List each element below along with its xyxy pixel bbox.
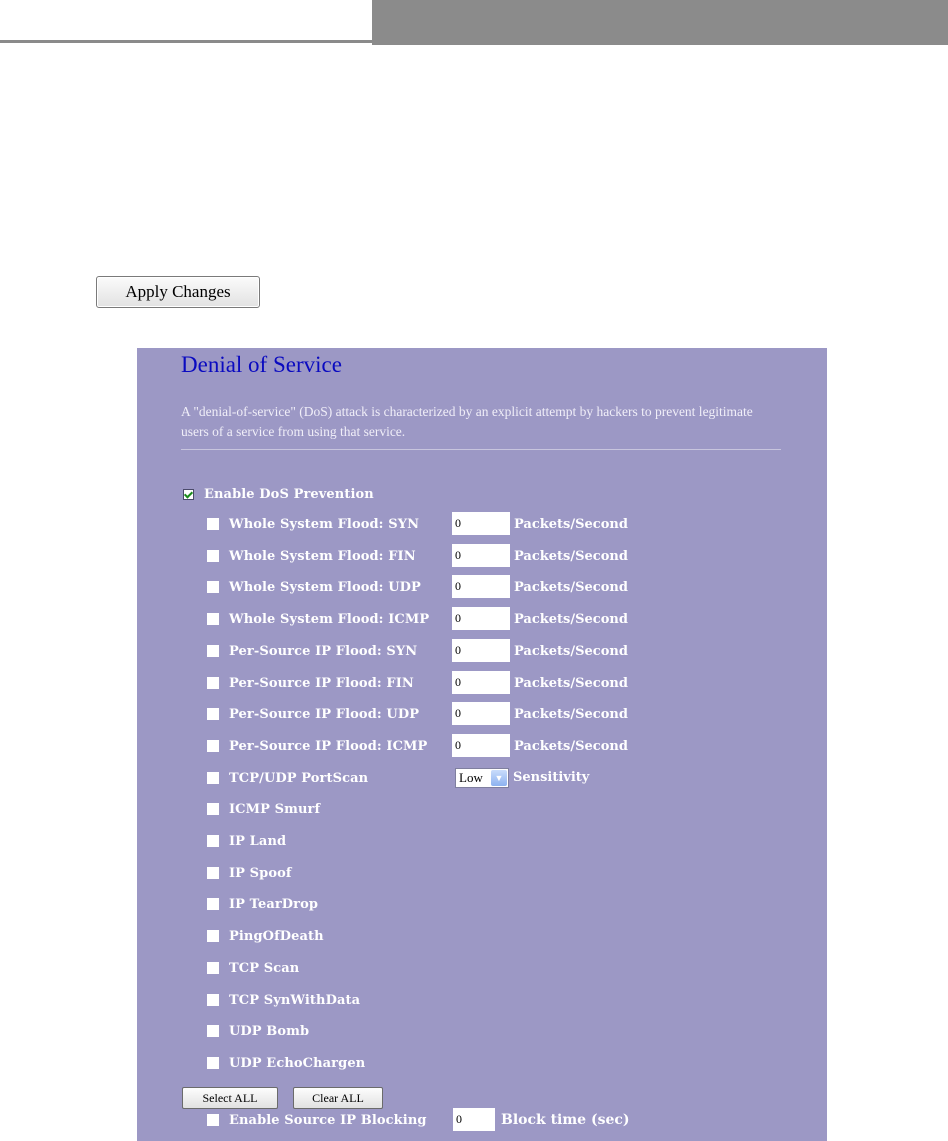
page-title: Denial of Service (181, 352, 342, 377)
flood-row-5-row[interactable] (207, 669, 414, 697)
flood-threshold-input[interactable] (452, 702, 510, 725)
icmp-smurf-checkbox[interactable] (207, 803, 219, 815)
flood-threshold-input[interactable] (452, 607, 510, 630)
flood-row-6-row[interactable] (207, 700, 419, 728)
flood-row-6-checkbox[interactable] (207, 708, 219, 720)
udp-bomb-checkbox[interactable] (207, 1025, 219, 1037)
sensitivity-label: Sensitivity (513, 770, 590, 785)
flood-row-label: Per-Source IP Flood: SYN (229, 643, 418, 659)
portscan-row[interactable] (207, 764, 368, 792)
header-bar (372, 0, 948, 45)
flood-row-7-row[interactable] (207, 732, 427, 760)
ip-spoof-label: IP Spoof (229, 865, 292, 881)
udp-echochargen-label: UDP EchoChargen (229, 1055, 366, 1071)
pingofdeath-checkbox[interactable] (207, 930, 219, 942)
tcp-synwithdata-label: TCP SynWithData (229, 992, 361, 1008)
source-ip-blocking-row[interactable] (207, 1106, 427, 1134)
portscan-checkbox[interactable] (207, 772, 219, 784)
flood-row-label: Per-Source IP Flood: UDP (229, 706, 420, 722)
header-rule (0, 40, 372, 43)
block-time-unit: Block time (sec) (501, 1112, 630, 1128)
pingofdeath-label: PingOfDeath (229, 928, 324, 944)
flood-row-0-checkbox[interactable] (207, 518, 219, 530)
udp-bomb-row[interactable] (207, 1017, 309, 1045)
enable-dos-row[interactable] (183, 480, 374, 508)
ip-land-label: IP Land (229, 833, 287, 849)
flood-threshold-input[interactable] (452, 544, 510, 567)
ip-spoof-checkbox[interactable] (207, 867, 219, 879)
flood-threshold-input[interactable] (452, 671, 510, 694)
page-description: A "denial-of-service" (DoS) attack is characterized by an explicit attempt by hackers to prevent legitimate users of a service from using that service. (181, 404, 753, 439)
dos-panel (137, 348, 827, 1141)
flood-row-7-checkbox[interactable] (207, 740, 219, 752)
ip-teardrop-label: IP TearDrop (229, 896, 319, 912)
sensitivity-select[interactable] (455, 768, 509, 788)
flood-threshold-input[interactable] (452, 734, 510, 757)
chevron-down-icon[interactable]: ▼ (491, 770, 507, 786)
tcp-synwithdata-row[interactable] (207, 986, 360, 1014)
flood-row-4-checkbox[interactable] (207, 645, 219, 657)
sensitivity-value: Low (459, 770, 483, 785)
enable-dos-checkbox[interactable] (183, 489, 194, 500)
icmp-smurf-row[interactable] (207, 795, 320, 823)
tcp-synwithdata-checkbox[interactable] (207, 994, 219, 1006)
block-time-input[interactable] (453, 1108, 495, 1131)
flood-threshold-input[interactable] (452, 575, 510, 598)
packets-per-second-unit: Packets/Second (514, 676, 628, 691)
flood-row-label: Whole System Flood: ICMP (229, 611, 430, 627)
packets-per-second-unit: Packets/Second (514, 580, 628, 595)
ip-land-row[interactable] (207, 827, 286, 855)
clear-all-button[interactable]: Clear ALL (293, 1087, 383, 1109)
icmp-smurf-label: ICMP Smurf (229, 801, 321, 817)
udp-bomb-label: UDP Bomb (229, 1023, 310, 1039)
flood-row-1-checkbox[interactable] (207, 550, 219, 562)
flood-row-label: Whole System Flood: SYN (229, 516, 420, 532)
flood-row-3-row[interactable] (207, 605, 429, 633)
ip-land-checkbox[interactable] (207, 835, 219, 847)
flood-threshold-input[interactable] (452, 512, 510, 535)
flood-row-2-checkbox[interactable] (207, 581, 219, 593)
source-ip-blocking-label: Enable Source IP Blocking (229, 1112, 427, 1128)
packets-per-second-unit: Packets/Second (514, 549, 628, 564)
enable-dos-label: Enable DoS Prevention (204, 486, 374, 502)
flood-row-label: Per-Source IP Flood: ICMP (229, 738, 428, 754)
flood-row-label: Whole System Flood: FIN (229, 548, 416, 564)
ip-spoof-row[interactable] (207, 859, 292, 887)
ip-teardrop-checkbox[interactable] (207, 898, 219, 910)
divider (181, 449, 781, 450)
portscan-label: TCP/UDP PortScan (229, 770, 369, 786)
udp-echochargen-row[interactable] (207, 1049, 365, 1077)
flood-row-label: Per-Source IP Flood: FIN (229, 675, 414, 691)
packets-per-second-unit: Packets/Second (514, 644, 628, 659)
tcp-scan-checkbox[interactable] (207, 962, 219, 974)
flood-row-1-row[interactable] (207, 542, 416, 570)
apply-changes-button[interactable]: Apply Changes (96, 276, 260, 308)
packets-per-second-unit: Packets/Second (514, 612, 628, 627)
flood-row-3-checkbox[interactable] (207, 613, 219, 625)
select-all-button[interactable]: Select ALL (182, 1087, 278, 1109)
flood-threshold-input[interactable] (452, 639, 510, 662)
packets-per-second-unit: Packets/Second (514, 707, 628, 722)
packets-per-second-unit: Packets/Second (514, 517, 628, 532)
flood-row-label: Whole System Flood: UDP (229, 579, 421, 595)
flood-row-0-row[interactable] (207, 510, 419, 538)
tcp-scan-label: TCP Scan (229, 960, 300, 976)
tcp-scan-row[interactable] (207, 954, 299, 982)
flood-row-2-row[interactable] (207, 573, 421, 601)
flood-row-4-row[interactable] (207, 637, 417, 665)
flood-row-5-checkbox[interactable] (207, 677, 219, 689)
packets-per-second-unit: Packets/Second (514, 739, 628, 754)
pingofdeath-row[interactable] (207, 922, 324, 950)
ip-teardrop-row[interactable] (207, 890, 318, 918)
udp-echochargen-checkbox[interactable] (207, 1057, 219, 1069)
source-ip-blocking-checkbox[interactable] (207, 1114, 219, 1126)
